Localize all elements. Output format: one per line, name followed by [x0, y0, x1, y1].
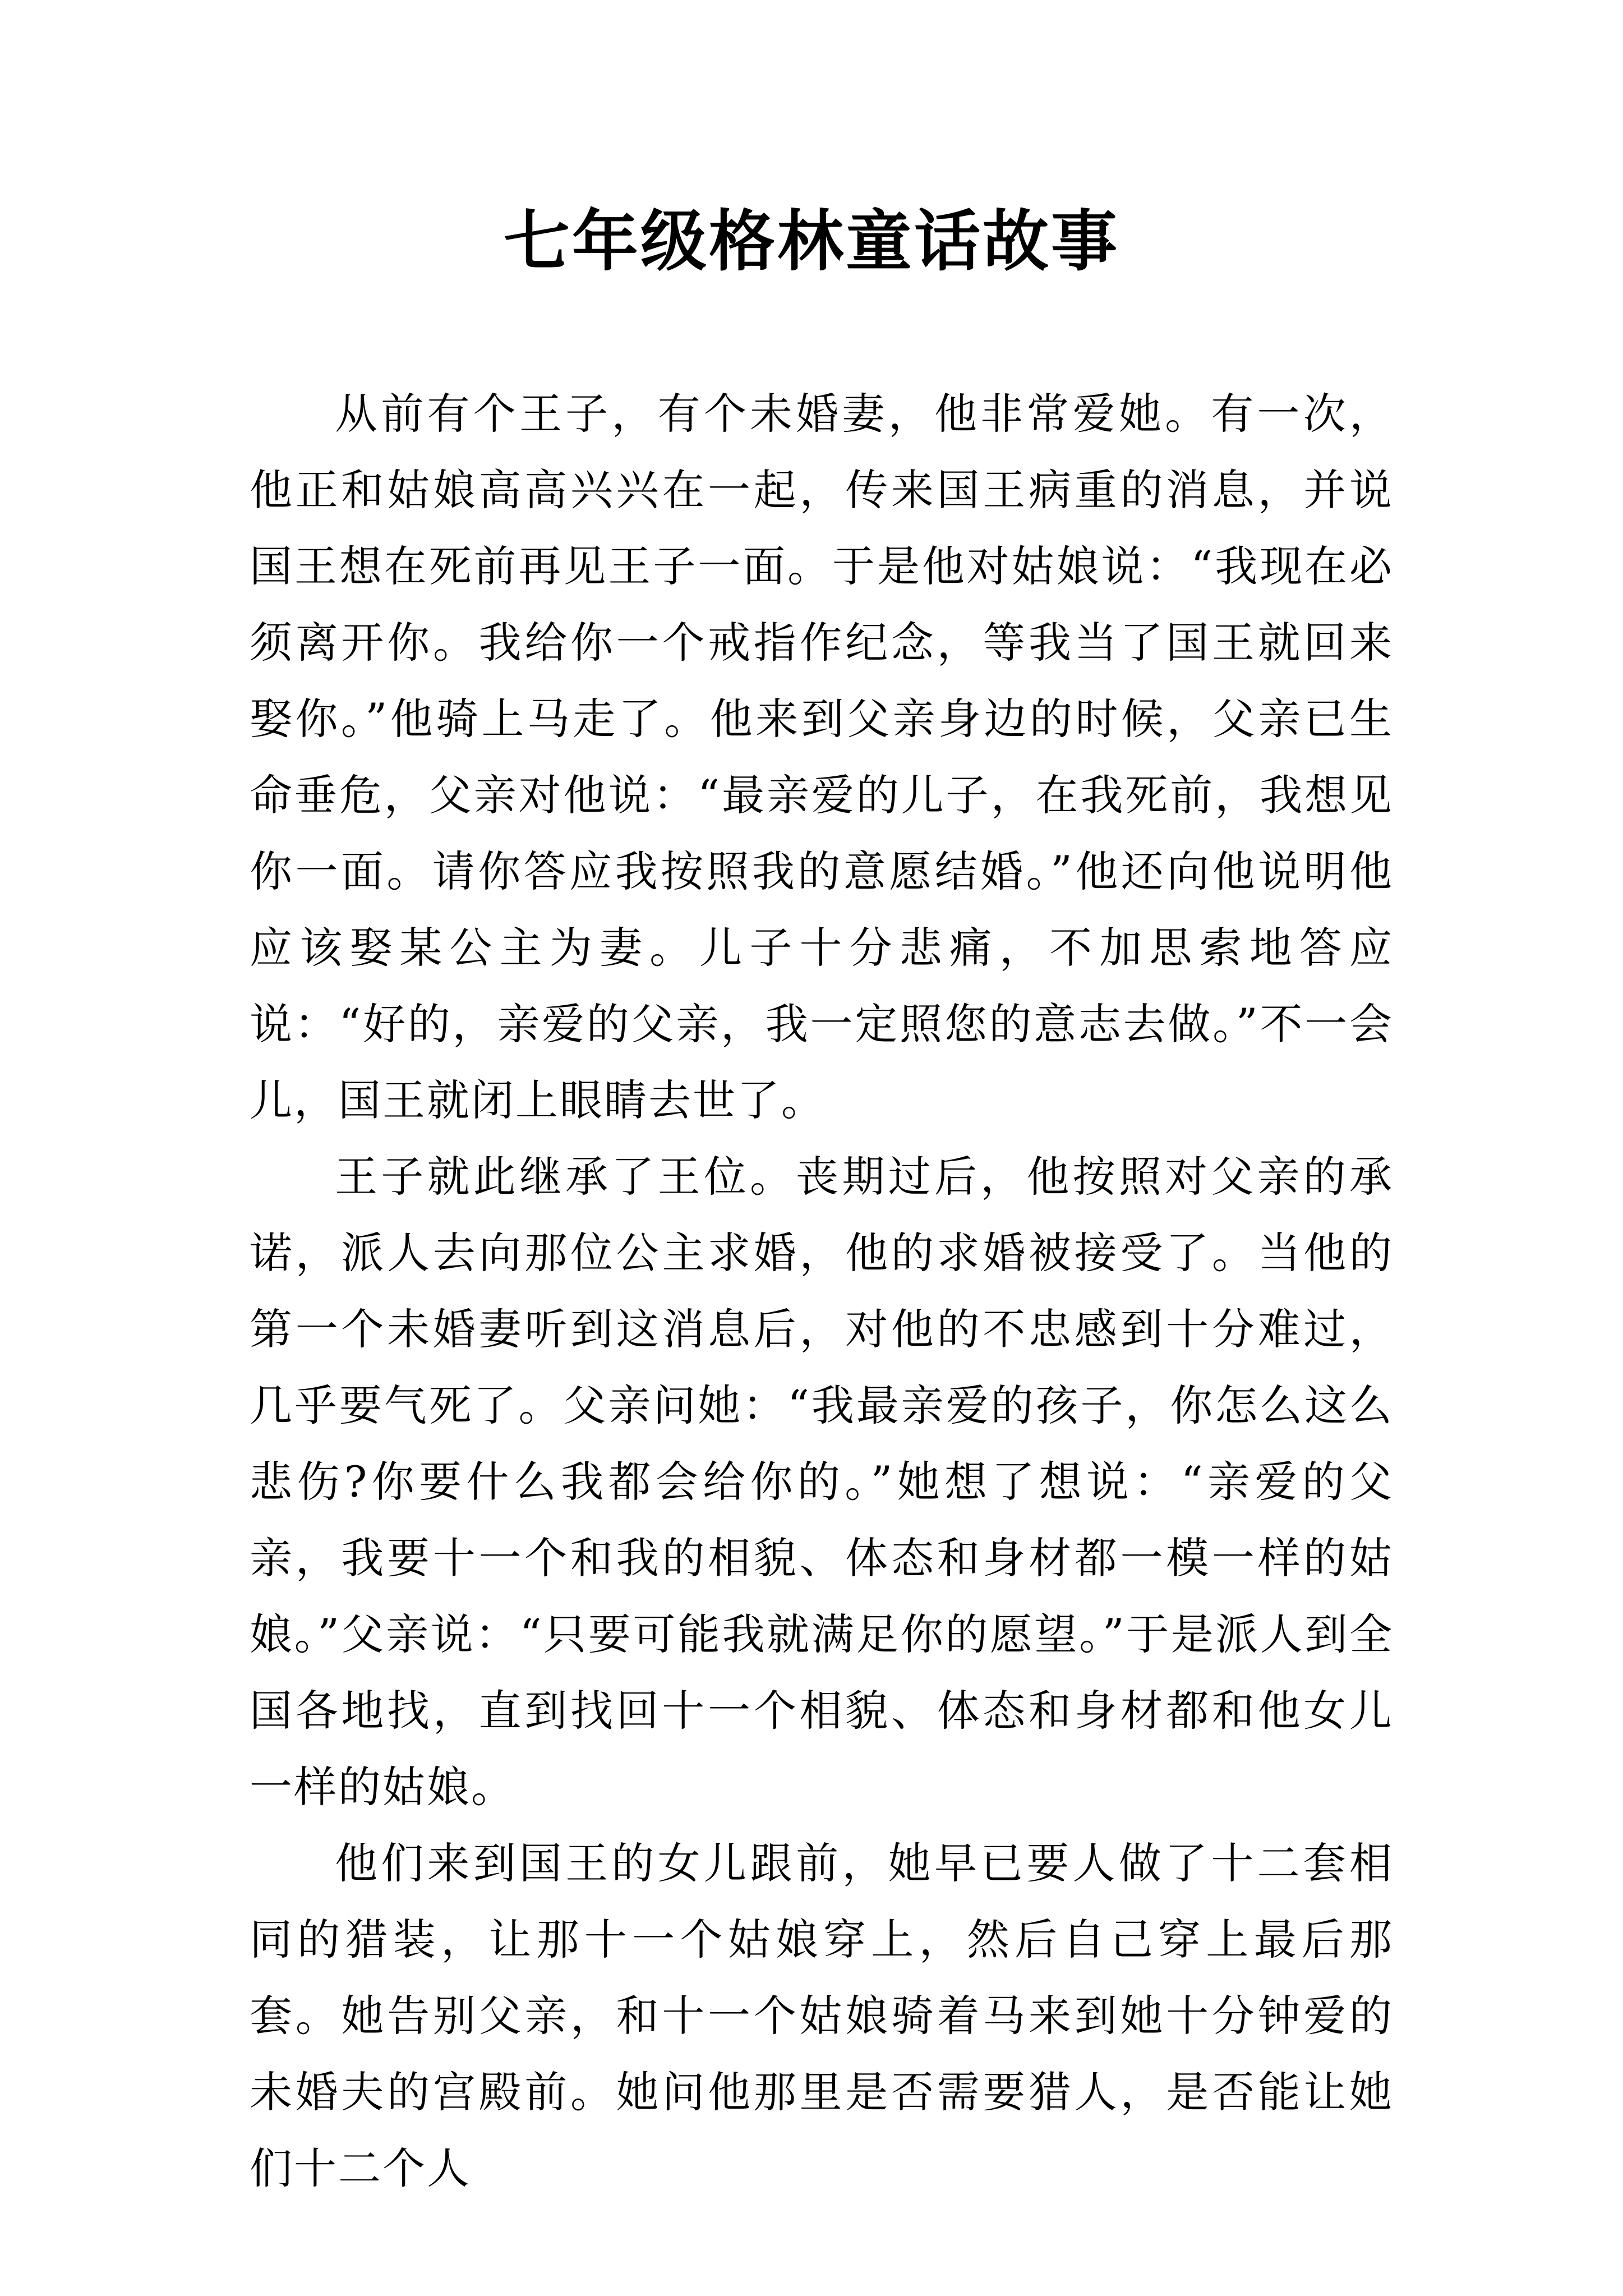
paragraph-1: 从前有个王子，有个未婚妻，他非常爱她。有一次，他正和姑娘高高兴兴在一起，传来国王病重的消息，并说国王想在死前再见王子一面。于是他对姑娘说：“我现在必须离开你。我给你一个戒指作纪念，等我当了国王就回来娶你。”他骑上马走了。他来到父亲身边的时候，父亲已生命垂危，父亲对他说：“最亲爱的儿子，在我死前，我想见你一面。请你答应我按照我的意愿结婚。”他还向他说明他应该娶某公主为妻。儿子十分悲痛，不加思索地答应说：“好的，亲爱的父亲，我一定照您的意志去做。”不一会儿，国王就闭上眼睛去世了。	[250, 389, 1394, 1125]
paragraph-3: 他们来到国王的女儿跟前，她早已要人做了十二套相同的猎装，让那十一个姑娘穿上，然后自己穿上最后那套。她告别父亲，和十一个姑娘骑着马来到她十分钟爱的未婚夫的宫殿前。她问他那里是否需要猎人，是否能让她们十二个人	[250, 1838, 1394, 2193]
document-body	[250, 376, 1394, 2207]
paragraph-2: 王子就此继承了王位。丧期过后，他按照对父亲的承诺，派人去向那位公主求婚，他的求婚被接受了。当他的第一个未婚妻听到这消息后，对他的不忠感到十分难过，几乎要气死了。父亲问她：“我最亲爱的孩子，你怎么这么悲伤?你要什么我都会给你的。”她想了想说：“亲爱的父亲，我要十一个和我的相貌、体态和身材都一模一样的姑娘。”父亲说：“只要可能我就满足你的愿望。”于是派人到全国各地找，直到找回十一个相貌、体态和身材都和他女儿一样的姑娘。	[250, 1152, 1394, 1812]
document-title: 七年级格林童话故事	[503, 202, 1119, 280]
